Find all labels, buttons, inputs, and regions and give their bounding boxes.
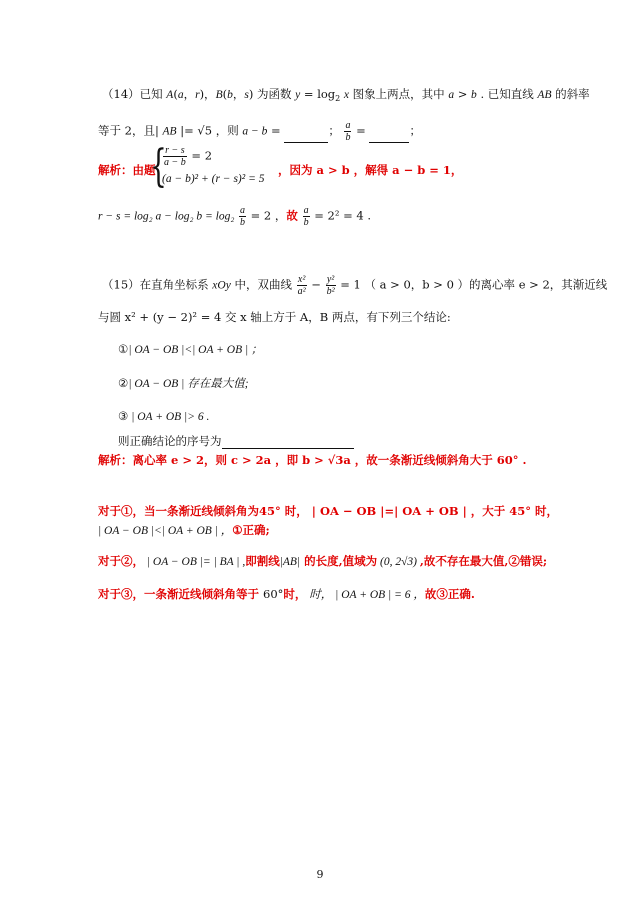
text: > bbox=[454, 87, 472, 101]
text: |= √5 ，则 bbox=[176, 123, 243, 138]
solution-text: 解析：离心率 e > 2，则 c > 2a ，即 b > √3a ，故一条渐近线倾斜角大于 60° . bbox=[98, 453, 527, 467]
solution-text: 对于①，当一条渐近线倾斜角为45° 时， | OA − OB |=| OA + OB | ，大于 45° 时， bbox=[98, 504, 559, 518]
p15-question bbox=[118, 433, 640, 449]
solution-text: 故③正确. bbox=[424, 587, 475, 601]
numerator: y² bbox=[326, 274, 335, 285]
text: （14）已知 bbox=[102, 87, 167, 101]
subscript: 2 bbox=[335, 94, 341, 103]
text: ， bbox=[232, 87, 245, 101]
numerator: a bbox=[303, 205, 309, 216]
item-number: ③ bbox=[118, 409, 129, 423]
text: 图象上两点，其中 bbox=[349, 87, 449, 101]
var: y bbox=[295, 89, 301, 101]
p15-remark-1a bbox=[98, 503, 640, 519]
fraction-a-over-b bbox=[344, 120, 351, 143]
text: 则正确结论的序号为 bbox=[118, 434, 222, 448]
text: 等于 2，且| bbox=[98, 123, 163, 138]
text: ； bbox=[328, 123, 340, 138]
fraction-a-over-b bbox=[303, 205, 310, 228]
text: = 2 ， bbox=[246, 208, 287, 223]
answer-blank-2[interactable] bbox=[369, 130, 409, 143]
var: AB bbox=[162, 125, 177, 138]
text: ， bbox=[183, 87, 196, 101]
conclusion-1 bbox=[118, 341, 640, 357]
p15-line2 bbox=[98, 309, 640, 325]
numerator: a bbox=[239, 205, 245, 216]
var: b bbox=[471, 89, 477, 101]
equation-system: { $\frac{r - s}{a - b}$ = 2 (a − b)² + (r − s)² = 5 bbox=[150, 141, 265, 192]
conclusion-3 bbox=[118, 409, 640, 423]
p15-solution-1 bbox=[98, 452, 640, 468]
text: | OA − OB |= | BA | , bbox=[144, 556, 246, 568]
answer-blank-3[interactable] bbox=[222, 436, 354, 449]
text: = log bbox=[300, 87, 336, 101]
text: − bbox=[307, 277, 325, 292]
p15-remark-3: 对于③，一条渐近线倾斜角等于 60°时， 时， | OA + OB | = 6 ，故③正确. bbox=[98, 587, 475, 601]
text: ； bbox=[409, 123, 421, 138]
page-number: 9 bbox=[316, 868, 324, 881]
distance-equation: (a − b)² + (r − s)² = 5 bbox=[162, 173, 265, 185]
text: )， bbox=[199, 87, 216, 101]
var: xOy bbox=[212, 279, 231, 292]
p15-remark-1b bbox=[98, 522, 640, 538]
numerator: x² bbox=[297, 274, 306, 285]
text: ( bbox=[173, 87, 178, 101]
var: s bbox=[244, 89, 249, 101]
p15-remark-2 bbox=[98, 553, 640, 569]
var: A bbox=[166, 89, 174, 101]
p15-line1 bbox=[102, 274, 640, 297]
var: a bbox=[177, 89, 184, 101]
text: （15）在直角坐标系 bbox=[102, 277, 213, 292]
var: b bbox=[227, 89, 233, 101]
solution-label: 解析：由题 bbox=[98, 163, 156, 177]
text: = bbox=[267, 123, 285, 138]
text: . 已知直线 bbox=[476, 87, 538, 101]
denominator: a − b bbox=[164, 157, 186, 168]
var: a bbox=[448, 89, 455, 101]
solution-text: ，因为 a > b ，解得 a − b = 1， bbox=[278, 163, 463, 177]
var: |AB| bbox=[279, 556, 301, 568]
p14-solution-line2 bbox=[98, 205, 640, 228]
numerator: r − s bbox=[163, 145, 187, 157]
var: r bbox=[195, 89, 200, 101]
item-number: ② bbox=[118, 376, 129, 390]
text: 时， | OA + OB | = 6 ， bbox=[306, 589, 425, 601]
text: r − s = log₂ a − log₂ b = log₂ bbox=[98, 210, 235, 223]
text: = 2² = 4 . bbox=[310, 208, 372, 223]
var: AB bbox=[537, 89, 552, 101]
solution-text: 的长度,值域为 bbox=[300, 554, 378, 568]
var: x bbox=[343, 89, 350, 101]
conclusion-text: | OA − OB |<| OA + OB | ； bbox=[128, 344, 263, 356]
item-number: ① bbox=[118, 342, 129, 356]
solution-text: 对于③，一条渐近线倾斜角等于 bbox=[98, 587, 264, 601]
conclusion-2 bbox=[118, 375, 640, 391]
expr: a − b bbox=[242, 125, 268, 138]
denominator: a² bbox=[297, 286, 306, 297]
fraction-a-over-b bbox=[239, 205, 246, 228]
var: B bbox=[215, 89, 223, 101]
text: 60° bbox=[263, 587, 284, 601]
conclusion-text: | OA + OB |> 6 . bbox=[128, 411, 210, 423]
text: 与圆 x² + (y − 2)² = 4 交 x 轴上方于 A，B 两点，有下列三个结论: bbox=[98, 310, 451, 324]
denominator: b bbox=[345, 132, 351, 143]
text: ( bbox=[222, 87, 228, 101]
denominator: b bbox=[303, 217, 309, 228]
numerator: a bbox=[345, 120, 351, 131]
solution-text: 对于②， bbox=[98, 554, 144, 568]
text: 中，双曲线 bbox=[230, 277, 296, 292]
solution-text: 即割线 bbox=[245, 554, 280, 568]
conclusion-text: | OA − OB | 存在最大值; bbox=[128, 378, 249, 390]
text: ) 为函数 bbox=[248, 87, 296, 101]
fraction-y2-b2 bbox=[326, 274, 336, 297]
range: (0, 2√3) bbox=[377, 556, 420, 568]
solution-text: ,故不存在最大值,②错误; bbox=[419, 554, 548, 568]
text: = 2 bbox=[187, 148, 213, 163]
answer-blank-1[interactable] bbox=[284, 130, 328, 143]
solution-text: ①正确; bbox=[232, 523, 270, 537]
p14-line2: 等于 2，且| AB |= √5 ，则 a − b = ； $\frac{a}{b}$ = ； bbox=[98, 120, 421, 143]
fraction-x2-a2 bbox=[297, 274, 307, 297]
p14-line1 bbox=[102, 86, 640, 103]
solution-text: 故 bbox=[286, 208, 298, 223]
text: 的斜率 bbox=[551, 87, 590, 101]
text: | OA − OB |<| OA + OB | ， bbox=[98, 525, 233, 537]
denominator: b bbox=[239, 217, 245, 228]
fraction-slope bbox=[163, 145, 187, 168]
denominator: b² bbox=[326, 286, 335, 297]
text: = 1 （ a > 0，b > 0 ）的离心率 e > 2，其渐近线 bbox=[336, 277, 608, 292]
p14-solution-cont bbox=[278, 162, 640, 178]
